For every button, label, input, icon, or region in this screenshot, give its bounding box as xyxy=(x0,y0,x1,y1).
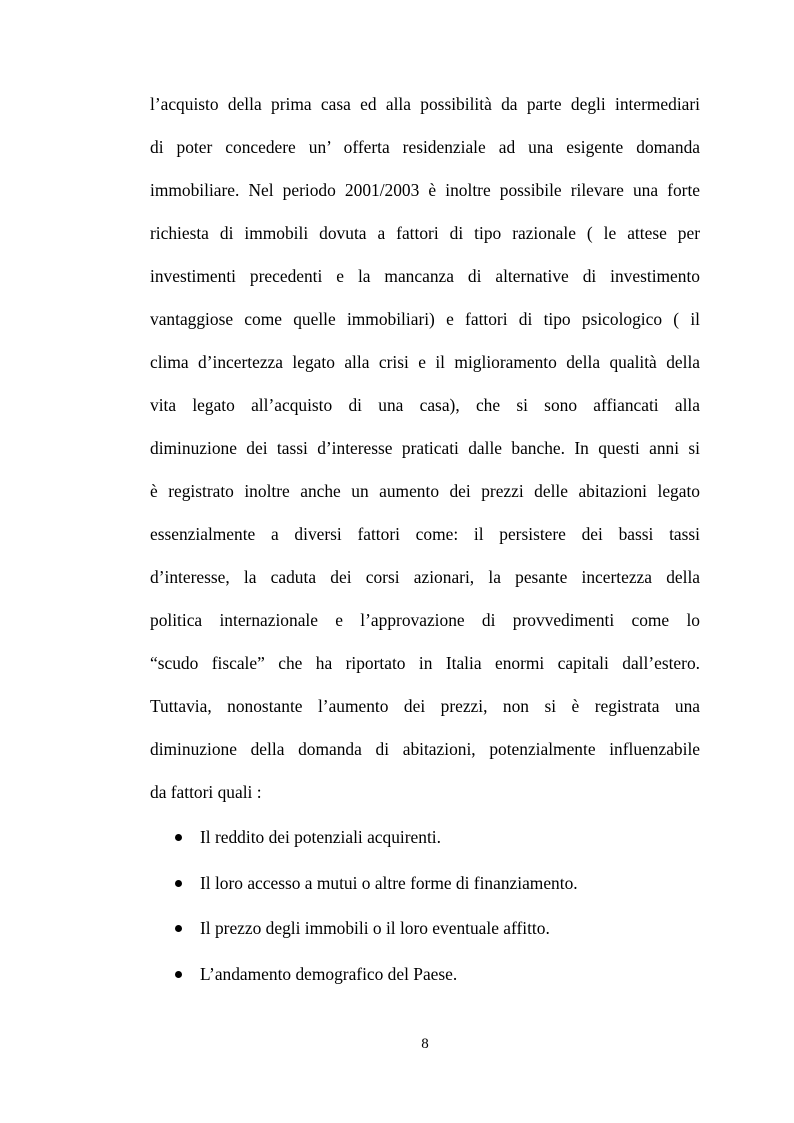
list-item-text: L’andamento demografico del Paese. xyxy=(200,963,458,984)
paragraph-line: politica internazionale e l’approvazione di provvedimenti come lo xyxy=(150,610,700,630)
list-item xyxy=(172,906,692,952)
bullet-list xyxy=(172,815,692,997)
paragraph-line: d’interesse, la caduta dei corsi azionari, la pesante incertezza della xyxy=(150,567,700,587)
paragraph-line: “scudo fiscale” che ha riportato in Italia enormi capitali dall’estero. xyxy=(150,653,700,673)
bullet-icon xyxy=(175,971,182,978)
paragraph-line: investimenti precedenti e la mancanza di alternative di investimento xyxy=(150,266,700,286)
list-item-text: Il reddito dei potenziali acquirenti. xyxy=(200,827,441,847)
bullet-icon xyxy=(175,880,182,887)
paragraph-line: immobiliare. Nel periodo 2001/2003 è inoltre possibile rilevare una forte xyxy=(150,180,700,200)
list-item-text: Il prezzo degli immobili o il loro eventuale affitto. xyxy=(200,918,550,938)
bullet-icon xyxy=(175,925,182,932)
paragraph-line: richiesta di immobili dovuta a fattori di tipo razionale ( le attese per xyxy=(150,223,700,243)
paragraph-line: l’acquisto della prima casa ed alla possibilità da parte degli intermediari xyxy=(150,94,700,114)
page-number: 8 xyxy=(421,1036,429,1052)
paragraph-line: di poter concedere un’ offerta residenziale ad una esigente domanda xyxy=(150,137,700,157)
paragraph-line: diminuzione dei tassi d’interesse praticati dalle banche. In questi anni si xyxy=(150,438,700,458)
bullet-icon xyxy=(175,834,182,841)
paragraph-line: vita legato all’acquisto di una casa), che si sono affiancati alla xyxy=(150,395,700,415)
list-item xyxy=(172,861,692,907)
body-paragraph xyxy=(150,83,700,814)
paragraph-line: da fattori quali : xyxy=(150,782,262,802)
paragraph-line: clima d’incertezza legato alla crisi e il miglioramento della qualità della xyxy=(150,352,700,372)
paragraph-line: vantaggiose come quelle immobiliari) e fattori di tipo psicologico ( il xyxy=(150,309,700,329)
list-item-text: Il loro accesso a mutui o altre forme di finanziamento. xyxy=(200,872,578,893)
paragraph-line: diminuzione della domanda di abitazioni, potenzialmente influenzabile xyxy=(150,739,700,759)
paragraph-line: Tuttavia, nonostante l’aumento dei prezzi, non si è registrata una xyxy=(150,696,700,716)
paragraph-line: è registrato inoltre anche un aumento dei prezzi delle abitazioni legato xyxy=(150,481,700,501)
list-item xyxy=(172,815,692,861)
paragraph-line: essenzialmente a diversi fattori come: il persistere dei bassi tassi xyxy=(150,524,700,544)
list-item xyxy=(172,952,692,998)
